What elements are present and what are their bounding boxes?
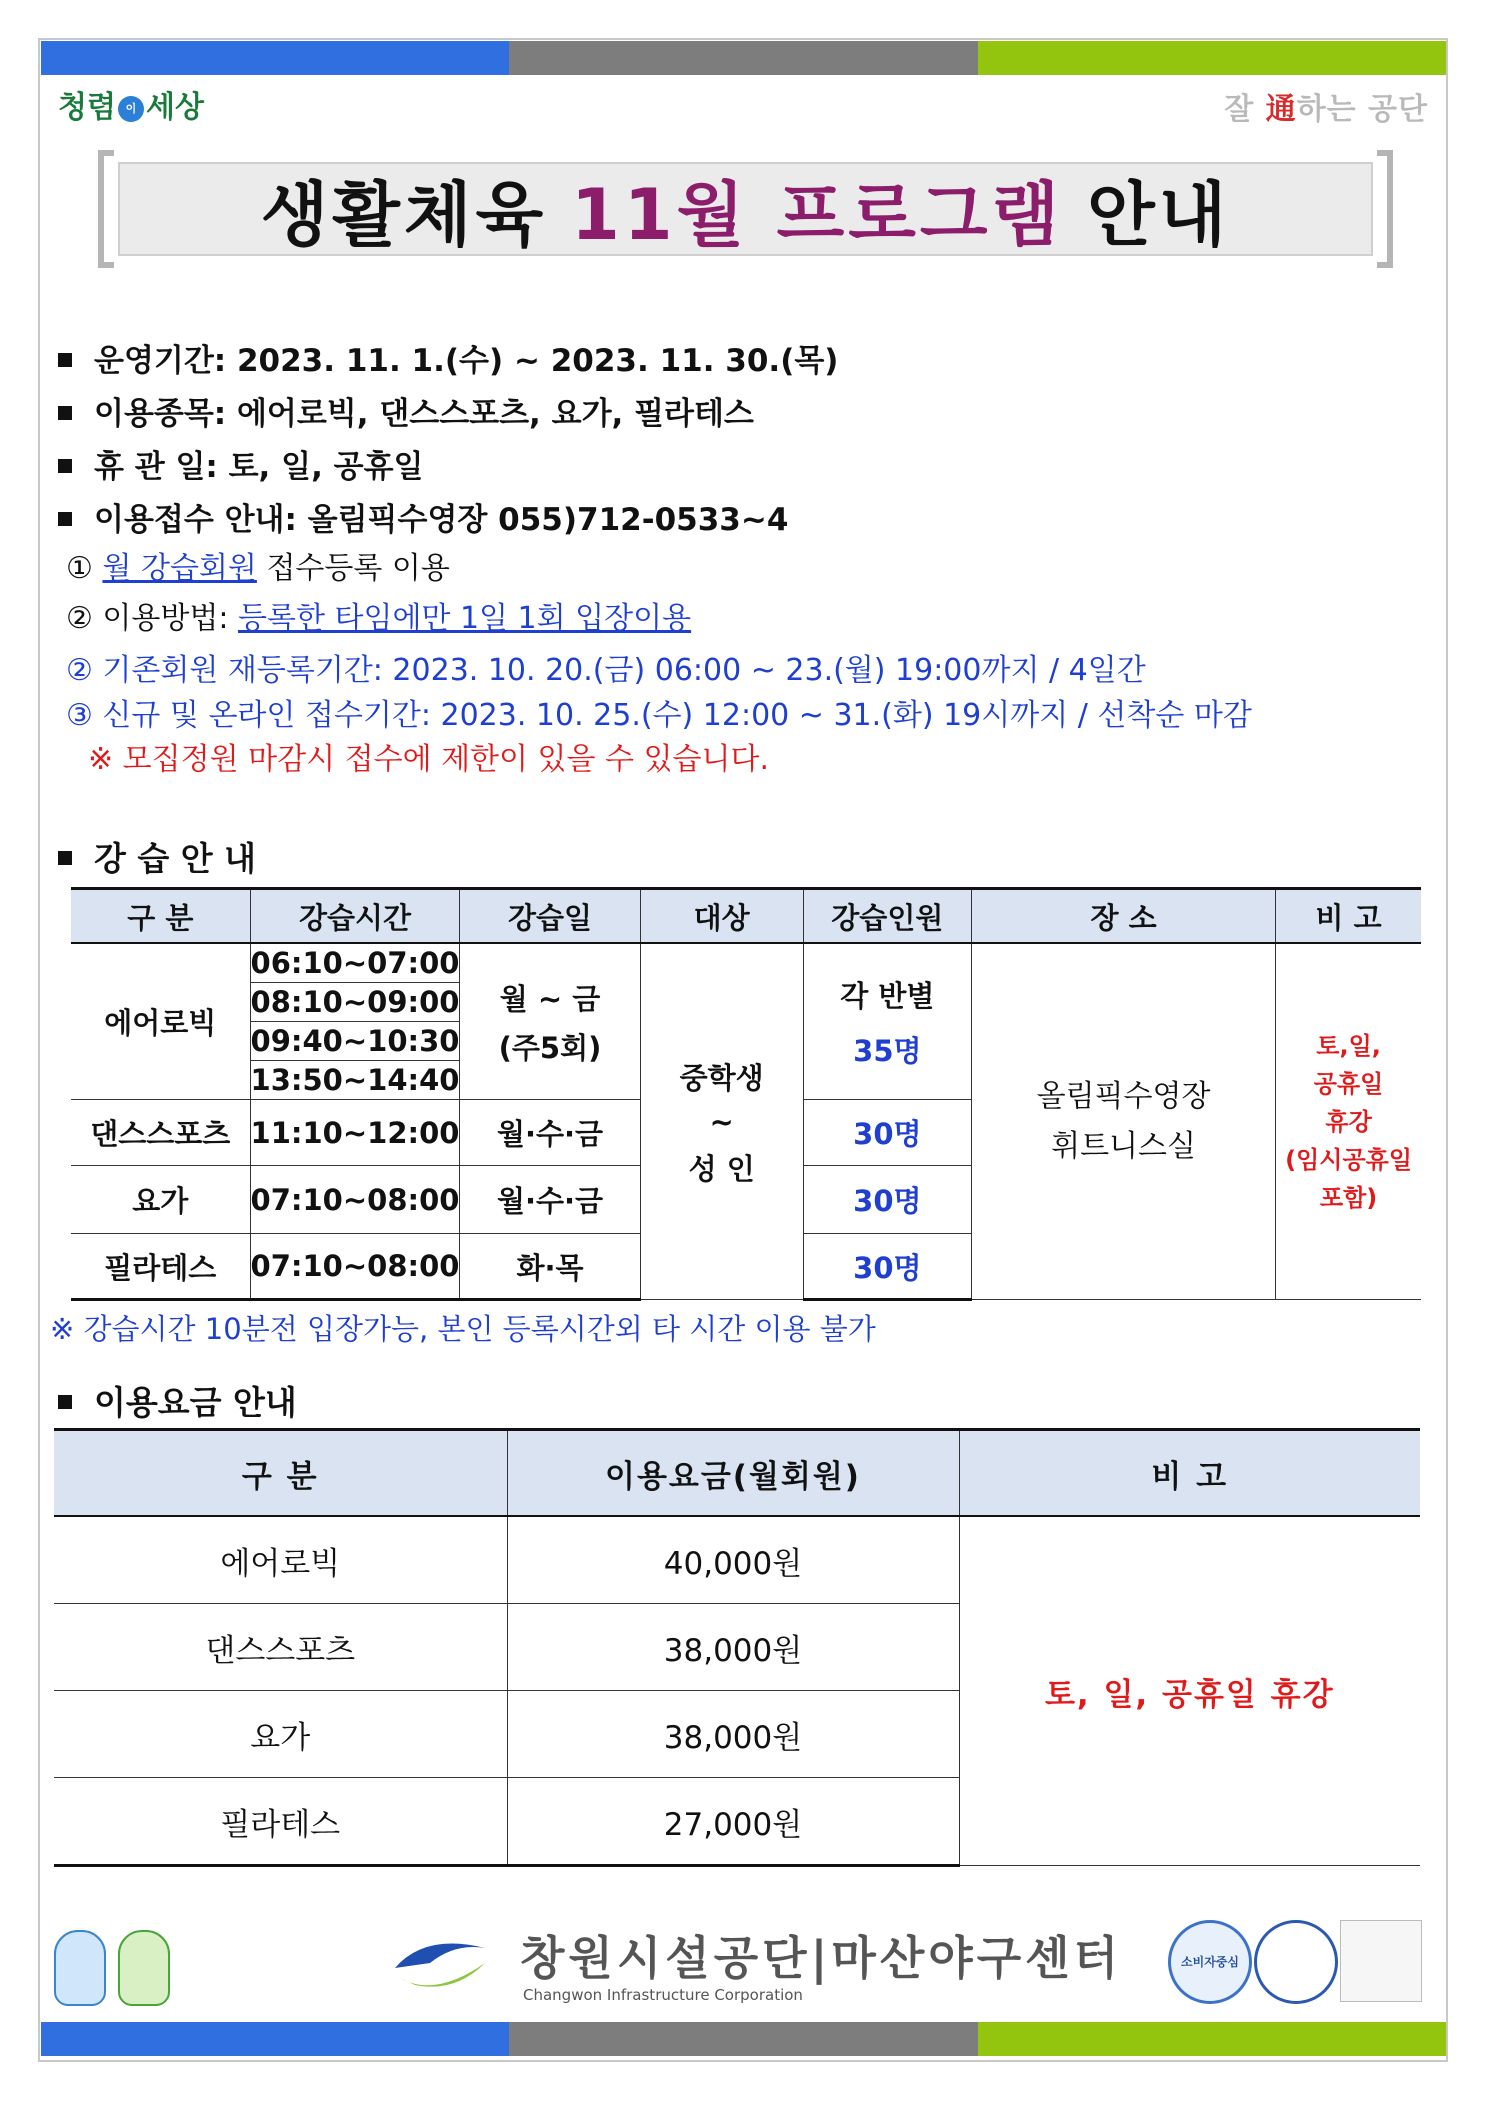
fee-header-note: 비 고 <box>959 1430 1420 1517</box>
table-row <box>71 943 1421 983</box>
header-capacity: 강습인원 <box>803 889 971 944</box>
fee-header-price: 이용요금(월회원) <box>507 1430 959 1517</box>
page-title: 생활체육 11월 프로그램 안내 <box>118 162 1373 256</box>
fee-name: 요가 <box>54 1691 507 1778</box>
fee-note: 토, 일, 공휴일 휴강 <box>959 1516 1420 1866</box>
sub-item-3: ② 기존회원 재등록기간: 2023. 10. 20.(금) 06:00 ~ 23.(월) 19:00까지 / 4일간 <box>66 653 1146 688</box>
sub-item-4: ③ 신규 및 온라인 접수기간: 2023. 10. 25.(수) 12:00 ~ 31.(화) 19시까지 / 선착순 마감 <box>66 698 1252 733</box>
class-time: 09:40~10:30 <box>250 1022 460 1061</box>
header-category: 구 분 <box>71 889 250 944</box>
mascot-green-image <box>118 1930 170 2006</box>
class-capacity: 30명 <box>803 1166 971 1234</box>
fee-name: 필라테스 <box>54 1778 507 1866</box>
corporation-emblem-icon <box>385 1923 495 2003</box>
header-note: 비 고 <box>1276 889 1421 944</box>
certification-badge-icon <box>1340 1920 1422 2002</box>
class-time: 08:10~09:00 <box>250 983 460 1022</box>
header-target: 대상 <box>640 889 803 944</box>
class-name: 필라테스 <box>71 1234 250 1300</box>
header-place: 장 소 <box>971 889 1275 944</box>
header-time: 강습시간 <box>250 889 460 944</box>
class-days: 월 ~ 금 (주5회) <box>460 943 640 1100</box>
class-time: 13:50~14:40 <box>250 1061 460 1100</box>
section-heading-classes: 강 습 안 내 <box>58 833 256 880</box>
title-banner <box>98 150 1393 268</box>
top-color-stripe <box>41 41 1446 75</box>
table-row <box>54 1516 1420 1604</box>
class-name: 에어로빅 <box>71 943 250 1100</box>
class-time: 07:10~08:00 <box>250 1166 460 1234</box>
info-sports: 이용종목: 에어로빅, 댄스스포츠, 요가, 필라테스 <box>58 388 754 433</box>
consumer-centered-badge: 소비자중심 <box>1168 1920 1252 2004</box>
fee-table <box>54 1428 1420 1867</box>
corporation-name-english: Changwon Infrastructure Corporation <box>523 1986 803 2004</box>
class-capacity: 30명 <box>803 1100 971 1166</box>
header-days: 강습일 <box>460 889 640 944</box>
fee-price: 38,000원 <box>507 1604 959 1691</box>
info-registration: 이용접수 안내: 올림픽수영장 055)712-0533~4 <box>58 494 788 539</box>
fee-price: 38,000원 <box>507 1691 959 1778</box>
fee-name: 에어로빅 <box>54 1516 507 1604</box>
class-place: 올림픽수영장 휘트니스실 <box>971 943 1275 1300</box>
sub-item-1: ① 월 강습회원 접수등록 이용 <box>66 551 450 586</box>
class-capacity: 각 반별 35명 <box>803 943 971 1100</box>
info-period: 운영기간: 2023. 11. 1.(수) ~ 2023. 11. 30.(목) <box>58 335 838 380</box>
schedule-note: ※ 강습시간 10분전 입장가능, 본인 등록시간외 타 시간 이용 불가 <box>50 1312 876 1346</box>
class-note: 토,일, 공휴일 휴강 (임시공휴일 포함) <box>1276 943 1421 1300</box>
fee-price: 40,000원 <box>507 1516 959 1604</box>
class-time: 11:10~12:00 <box>250 1100 460 1166</box>
bottom-color-stripe <box>41 2022 1446 2056</box>
class-time: 06:10~07:00 <box>250 943 460 983</box>
class-days: 월·수·금 <box>460 1100 640 1166</box>
human-rights-badge-icon <box>1254 1920 1338 2004</box>
class-time: 07:10~08:00 <box>250 1234 460 1300</box>
info-closed-days: 휴 관 일: 토, 일, 공휴일 <box>58 441 423 486</box>
class-capacity: 30명 <box>803 1234 971 1300</box>
class-name: 댄스스포츠 <box>71 1100 250 1166</box>
warning-text: ※ 모집정원 마감시 접수에 제한이 있을 수 있습니다. <box>88 742 770 777</box>
fee-price: 27,000원 <box>507 1778 959 1866</box>
fee-name: 댄스스포츠 <box>54 1604 507 1691</box>
sub-item-2: ② 이용방법: 등록한 타임에만 1일 1회 입장이용 <box>66 601 692 636</box>
mascot-blue-image <box>54 1930 106 2006</box>
class-schedule-table <box>71 887 1421 1301</box>
class-days: 화·목 <box>460 1234 640 1300</box>
slogan-logo: 잘 通하는 공단 <box>1224 92 1428 127</box>
integrity-logo: 청렴 이 세상 <box>58 90 204 125</box>
fee-header-category: 구 분 <box>54 1430 507 1517</box>
class-days: 월·수·금 <box>460 1166 640 1234</box>
section-heading-fees: 이용요금 안내 <box>58 1377 297 1424</box>
class-name: 요가 <box>71 1166 250 1234</box>
corporation-name: 창원시설공단|마산야구센터 <box>520 1931 1123 1985</box>
class-target: 중학생 ~ 성 인 <box>640 943 803 1300</box>
